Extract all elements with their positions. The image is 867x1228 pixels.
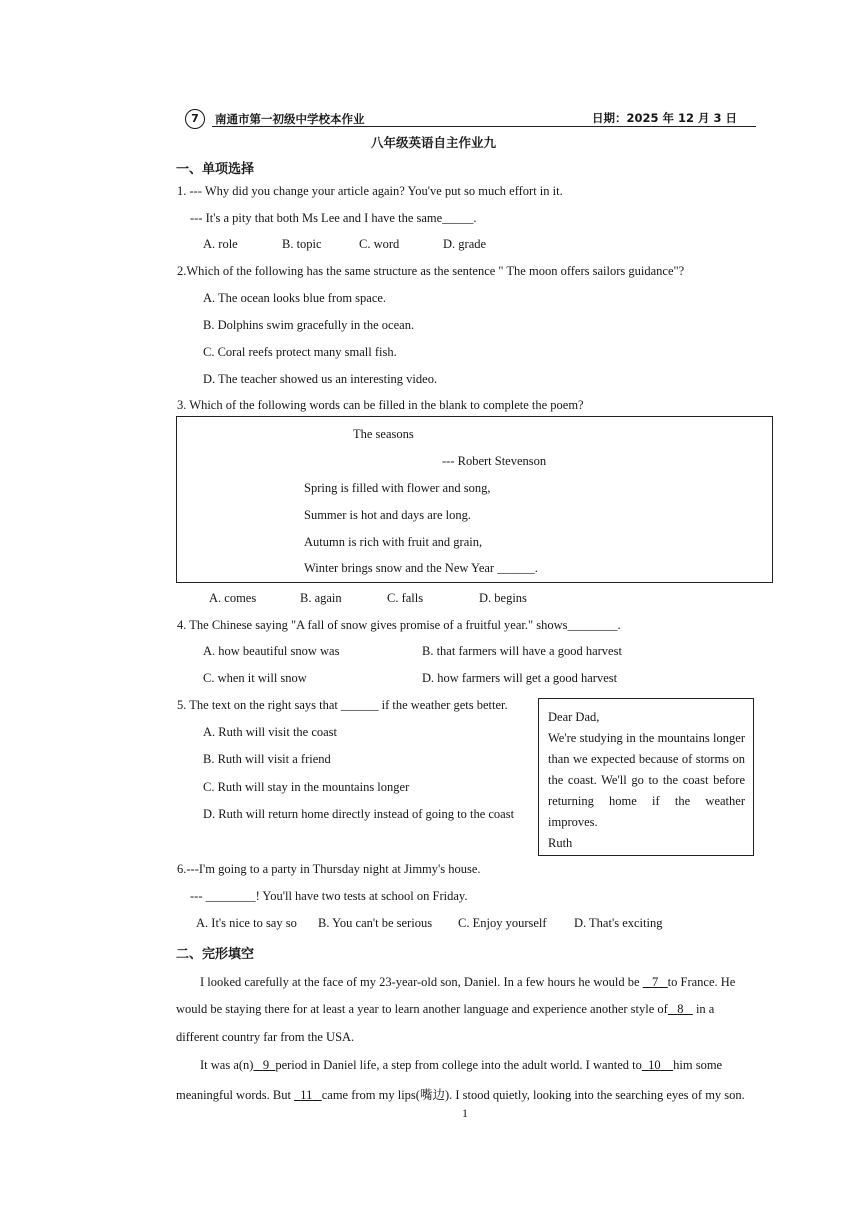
letter-signature: Ruth [548,836,573,850]
q2-option-c: C. Coral reefs protect many small fish. [203,345,397,359]
blank-10 [642,1058,673,1072]
q2-option-a: A. The ocean looks blue from space. [203,291,387,305]
circled-number: 7 [191,112,199,125]
q6-line2: --- ________! You'll have two tests at school on Friday. [190,889,468,903]
q1-line1: 1. --- Why did you change your article again? You've put so much effort in it. [177,184,563,198]
q5-option-b: B. Ruth will visit a friend [203,752,331,766]
cloze-text: him some [673,1058,723,1072]
q4-option-b: B. that farmers will have a good harvest [422,644,622,658]
school-name: 南通市第一初级中学校本作业 [215,112,365,126]
header-rule [212,126,756,127]
q4-option-c: C. when it will snow [203,671,307,685]
q3-stem: 3. Which of the following words can be filled in the blank to complete the poem? [177,398,584,412]
blank-8-number: 8 [677,1002,684,1016]
q1-option-a: A. role [203,237,238,251]
q1-option-d: D. grade [443,237,487,251]
blank-9 [253,1058,275,1072]
cloze-line [176,1002,714,1017]
cloze-line [200,975,735,990]
q1-option-c: C. word [359,237,400,251]
cloze-text: meaningful words. But [176,1088,291,1102]
q3-option-c: C. falls [387,591,424,605]
q4-option-a: A. how beautiful snow was [203,644,340,658]
cloze-text: to France. He [667,975,736,989]
circled-number-mark [185,109,205,129]
blank-9-number: 9 [262,1058,270,1072]
letter-greeting: Dear Dad, [548,710,600,724]
q5-option-a: A. Ruth will visit the coast [203,725,338,739]
cloze-line [176,1085,745,1103]
cloze-text: came from my lips(嘴边). I stood quietly, looking into the searching eyes of my son. [321,1088,745,1102]
poem-line: Winter brings snow and the New Year ______. [304,561,538,575]
cloze-text: It was a(n) [200,1058,254,1072]
page-number: 1 [462,1106,468,1120]
poem-box [176,416,773,583]
page-title: 八年级英语自主作业九 [371,135,497,150]
cloze-text: period in Daniel life, a step from college into the adult world. I wanted to [275,1058,642,1072]
q4-stem: 4. The Chinese saying "A fall of snow gives promise of a fruitful year." shows________. [177,618,621,632]
header-date: 日期：2025 年 12 月 3 日 [592,111,738,125]
q2-option-d: D. The teacher showed us an interesting video. [203,372,438,386]
blank-8 [668,1002,693,1016]
cloze-text: would be staying there for at least a year to learn another language and experience another style of [176,1002,668,1016]
q4-option-d: D. how farmers will get a good harvest [422,671,618,685]
q6-line1: 6.---I'm going to a party in Thursday night at Jimmy's house. [177,862,481,876]
q3-option-d: D. begins [479,591,527,605]
q3-option-a: A. comes [209,591,257,605]
cloze-text: I looked carefully at the face of my 23-year-old son, Daniel. In a few hours he would be [200,975,640,989]
section-heading-choice: 一、单项选择 [176,162,255,177]
blank-11 [294,1088,322,1102]
q6-option-b: B. You can't be serious [318,916,433,930]
q2-option-b: B. Dolphins swim gracefully in the ocean. [203,318,415,332]
q6-option-c: C. Enjoy yourself [458,916,547,930]
cloze-line: different country far from the USA. [176,1030,355,1044]
poem-line: Autumn is rich with fruit and grain, [304,535,483,549]
q5-option-c: C. Ruth will stay in the mountains longer [203,780,410,794]
poem-title: The seasons [353,427,414,441]
poem-author: --- Robert Stevenson [442,454,547,468]
blank-7-number: 7 [652,975,659,989]
letter-body: We're studying in the mountains longer than we expected because of storms on the coast. We'll go to the coast before returning home if the weather improves. [548,731,745,829]
q6-option-a: A. It's nice to say so [196,916,297,930]
section-heading-cloze: 二、完形填空 [176,947,255,962]
poem-line: Spring is filled with flower and song, [304,481,491,495]
q6-option-d: D. That's exciting [574,916,663,930]
q5-stem: 5. The text on the right says that ______ if the weather gets better. [177,698,508,712]
q1-line2: --- It's a pity that both Ms Lee and I have the same_____. [190,211,477,225]
poem-line: Summer is hot and days are long. [304,508,471,522]
cloze-line [200,1058,722,1073]
cloze-text: in a [695,1002,715,1016]
blank-7 [643,975,668,989]
q2-stem: 2.Which of the following has the same structure as the sentence " The moon offers sailors guidance"? [177,264,685,278]
blank-10-number: 10 [648,1058,661,1072]
q3-option-b: B. again [300,591,342,605]
letter-box [538,698,754,856]
q5-option-d: D. Ruth will return home directly instead of going to the coast [203,807,515,821]
q1-option-b: B. topic [282,237,322,251]
blank-11-number: 11 [300,1088,313,1102]
